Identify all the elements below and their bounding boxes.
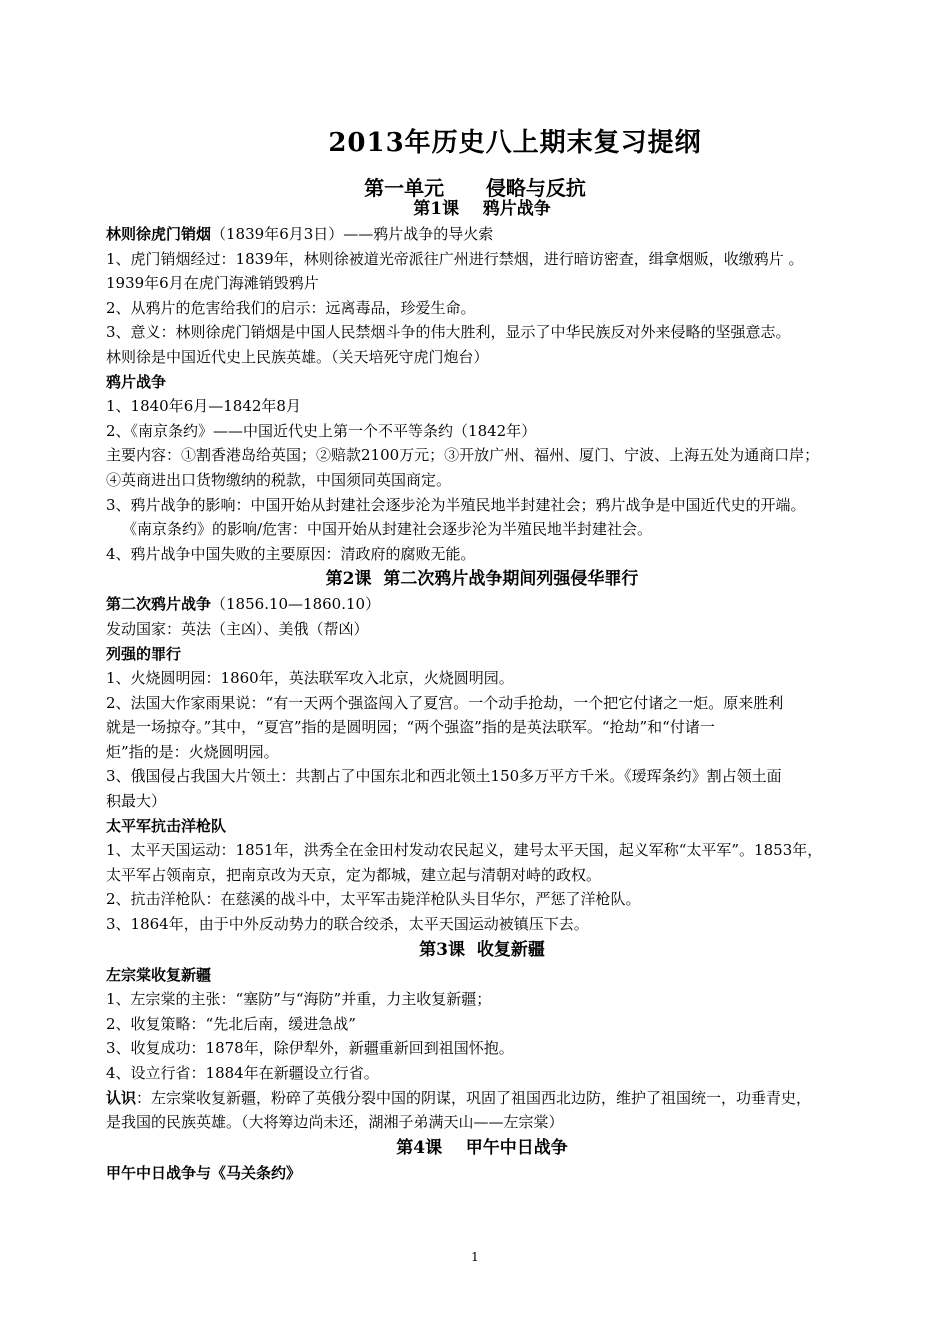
text-line (106, 592, 858, 617)
section-heading: 左宗棠收复新疆 (106, 965, 212, 984)
page-title: 2013年历史八上期末复习提纲 (328, 128, 702, 158)
bold-lead: 第二次鸦片战争 (106, 595, 212, 614)
text-line: 3、收复成功：1878年，除伊犁外，新疆重新回到祖国怀抱。 (106, 1039, 514, 1058)
text-line: 3、1864年，由于中外反动势力的联合绞杀，太平天国运动被镇压下去。 (106, 915, 589, 934)
text-line: 就是一场掠夺。”其中，“夏宫”指的是圆明园；“两个强盗”指的是英法联军。“抢劫”和“付诸一 (106, 718, 715, 737)
bold-lead: 认识 (106, 1088, 137, 1107)
text-line: 3、鸦片战争的影响：中国开始从封建社会逐步沦为半殖民地半封建社会；鸦片战争是中国近代史的开端。 (106, 495, 806, 514)
text-line: 林则徐是中国近代史上民族英雄。（关天培死守虎门炮台） (106, 347, 489, 366)
text-line: 2、《南京条约》——中国近代史上第一个不平等条约（1842年） (106, 421, 537, 440)
line-text: （1856.10—1860.10） (211, 595, 381, 614)
text-line: 2、收复策略：“先北后南，缓进急战” (106, 1014, 356, 1033)
text-line: 1、太平天国运动：1851年，洪秀全在金田村发动农民起义，建号太平天国，起义军称“太平军”。1853年， (106, 841, 823, 860)
text-line: 4、鸦片战争中国失败的主要原因：清政府的腐败无能。 (106, 544, 476, 563)
page-number: 1 (471, 1250, 479, 1264)
text-line: 2、从鸦片的危害给我们的启示：远离毒品，珍爱生命。 (106, 298, 476, 317)
text-line (106, 222, 858, 247)
text-line: 太平军占领南京，把南京改为天京，定为都城，建立起与清朝对峙的政权。 (106, 865, 602, 884)
lesson-heading: 第3课 收复新疆 (419, 939, 545, 960)
section-heading: 列强的罪行 (106, 644, 182, 663)
lesson-heading: 第1课 鸦片战争 (413, 199, 551, 219)
document-body (106, 196, 858, 1185)
text-line: 4、设立行省：1884年在新疆设立行省。 (106, 1064, 379, 1082)
unit-heading: 第一单元 侵略与反抗 (364, 176, 586, 200)
text-line: ④英商进出口货物缴纳的税款，中国须同英国商定。 (106, 470, 452, 489)
text-line: 3、意义：林则徐虎门销烟是中国人民禁烟斗争的伟大胜利，显示了中华民族反对外来侵略的坚强意志。 (106, 323, 791, 342)
line-text: （1839年6月3日）——鸦片战争的导火索 (211, 225, 494, 243)
text-line: 1、虎门销烟经过：1839年，林则徐被道光帝派往广州进行禁烟，进行暗访密查，缉拿烟贩，收缴鸦片 。 (106, 249, 804, 268)
text-line: 2、法国大作家雨果说：“有一天两个强盗闯入了夏宫。一个动手抢劫，一个把它付诸之一炬。原来胜利 (106, 693, 784, 712)
text-line: 3、俄国侵占我国大片领土：共割占了中国东北和西北领土150多万平方千米。《瑷珲条约》割占领土面 (106, 767, 782, 786)
text-line: 炬”指的是：火烧圆明园。 (106, 742, 279, 761)
text-line: 发动国家：英法（主凶）、美俄（帮凶） (106, 619, 369, 638)
text-line: 1、左宗棠的主张：“塞防”与“海防”并重，力主收复新疆； (106, 990, 492, 1009)
text-line: 主要内容：①割香港岛给英国；②赔款2100万元；③开放广州、福州、厦门、宁波、上海五处为通商口岸； (106, 446, 820, 465)
text-line (106, 1086, 858, 1111)
section-heading: 甲午中日战争与《马关条约》 (106, 1163, 302, 1182)
text-line: 积最大） (106, 792, 167, 811)
text-line: 2、抗击洋枪队：在慈溪的战斗中，太平军击毙洋枪队头目华尔，严惩了洋枪队。 (106, 890, 641, 909)
lesson-heading: 第2课 第二次鸦片战争期间列强侵华罪行 (325, 569, 639, 590)
text-line: 1、火烧圆明园：1860年，英法联军攻入北京，火烧圆明园。 (106, 669, 514, 688)
text-line: 1、1840年6月—1842年8月 (106, 397, 301, 416)
text-line: 1939年6月在虎门海滩销毁鸦片 (106, 274, 319, 293)
section-heading: 太平军抗击洋枪队 (106, 816, 227, 835)
bold-lead: 林则徐虎门销烟 (106, 225, 212, 243)
line-text: ：左宗棠收复新疆，粉碎了英俄分裂中国的阴谋，巩固了祖国西北边防，维护了祖国统一，功垂青史， (136, 1088, 812, 1107)
text-line: 《南京条约》的影响/危害：中国开始从封建社会逐步沦为半殖民地半封建社会。 (122, 520, 653, 539)
text-line: 是我国的民族英雄。（大将筹边尚未还，湖湘子弟满天山——左宗棠） (106, 1113, 564, 1132)
section-heading: 鸦片战争 (106, 372, 167, 391)
lesson-heading: 第4课 甲午中日战争 (396, 1137, 568, 1158)
